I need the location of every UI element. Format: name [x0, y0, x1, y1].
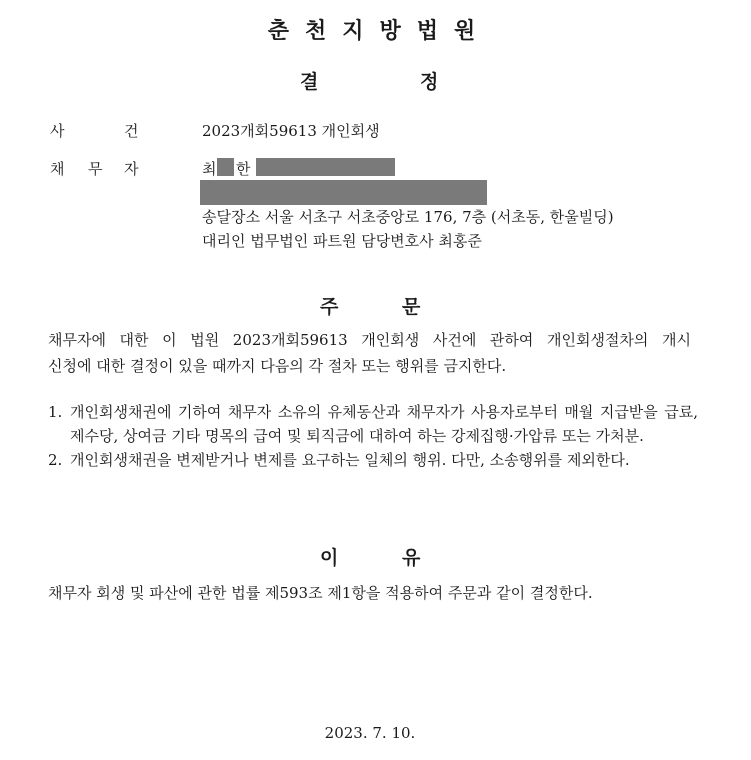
list-item-number: 1.: [48, 403, 63, 421]
reason-heading-right: 유: [402, 547, 421, 569]
doc-title-left: 결: [300, 71, 319, 93]
case-number: 2023개회59613 개인회생: [202, 122, 380, 140]
service-address: 송달장소 서울 서초구 서초중앙로 176, 7층 (서초동, 한울빌딩): [202, 208, 614, 226]
redaction-address: [200, 180, 487, 205]
order-list: [48, 400, 698, 472]
list-item-text: 개인회생채권을 변제받거나 변제를 요구하는 일체의 행위. 다만, 소송행위를 제외한다.: [70, 451, 630, 469]
case-label-char-2: 건: [124, 122, 139, 140]
reason-text: 채무자 회생 및 파산에 관한 법률 제593조 제1항을 적용하여 주문과 같이 결정한다.: [48, 584, 593, 602]
reason-heading-left: 이: [320, 547, 339, 569]
court-name: 춘천지방법원: [267, 19, 492, 44]
debtor-label-char-2: 무: [88, 160, 103, 178]
debtor-name-first: 최: [202, 160, 217, 178]
order-heading-left: 주: [320, 296, 339, 318]
order-text-line-1: 채무자에 대한 이 법원 2023개회59613 개인회생 사건에 관하여 개인회생절차의 개시: [48, 331, 691, 349]
doc-title-right: 정: [420, 71, 439, 93]
debtor-label-char-3: 자: [124, 160, 139, 178]
order-heading-right: 문: [402, 296, 421, 318]
debtor-label-char-1: 채: [50, 160, 65, 178]
order-text-line-2: 신청에 대한 결정이 있을 때까지 다음의 각 절차 또는 행위를 금지한다.: [48, 357, 507, 375]
list-item: [48, 448, 698, 472]
redaction-id: [256, 158, 395, 176]
debtor-name-last: 한: [236, 160, 251, 178]
list-item: [48, 400, 698, 448]
case-label-char-1: 사: [50, 122, 65, 140]
debtor-agent: 대리인 법무법인 파트원 담당변호사 최홍준: [202, 232, 482, 250]
list-item-number: 2.: [48, 451, 63, 469]
decision-date: 2023. 7. 10.: [324, 724, 416, 742]
list-item-text: 개인회생채권에 기하여 채무자 소유의 유체동산과 채무자가 사용자로부터 매월 지급받을 급료, 제수당, 상여금 기타 명목의 급여 및 퇴직금에 대하여 하는 강제집행·가압류 또는 가처분.: [70, 403, 698, 445]
redaction-name: [217, 158, 234, 176]
